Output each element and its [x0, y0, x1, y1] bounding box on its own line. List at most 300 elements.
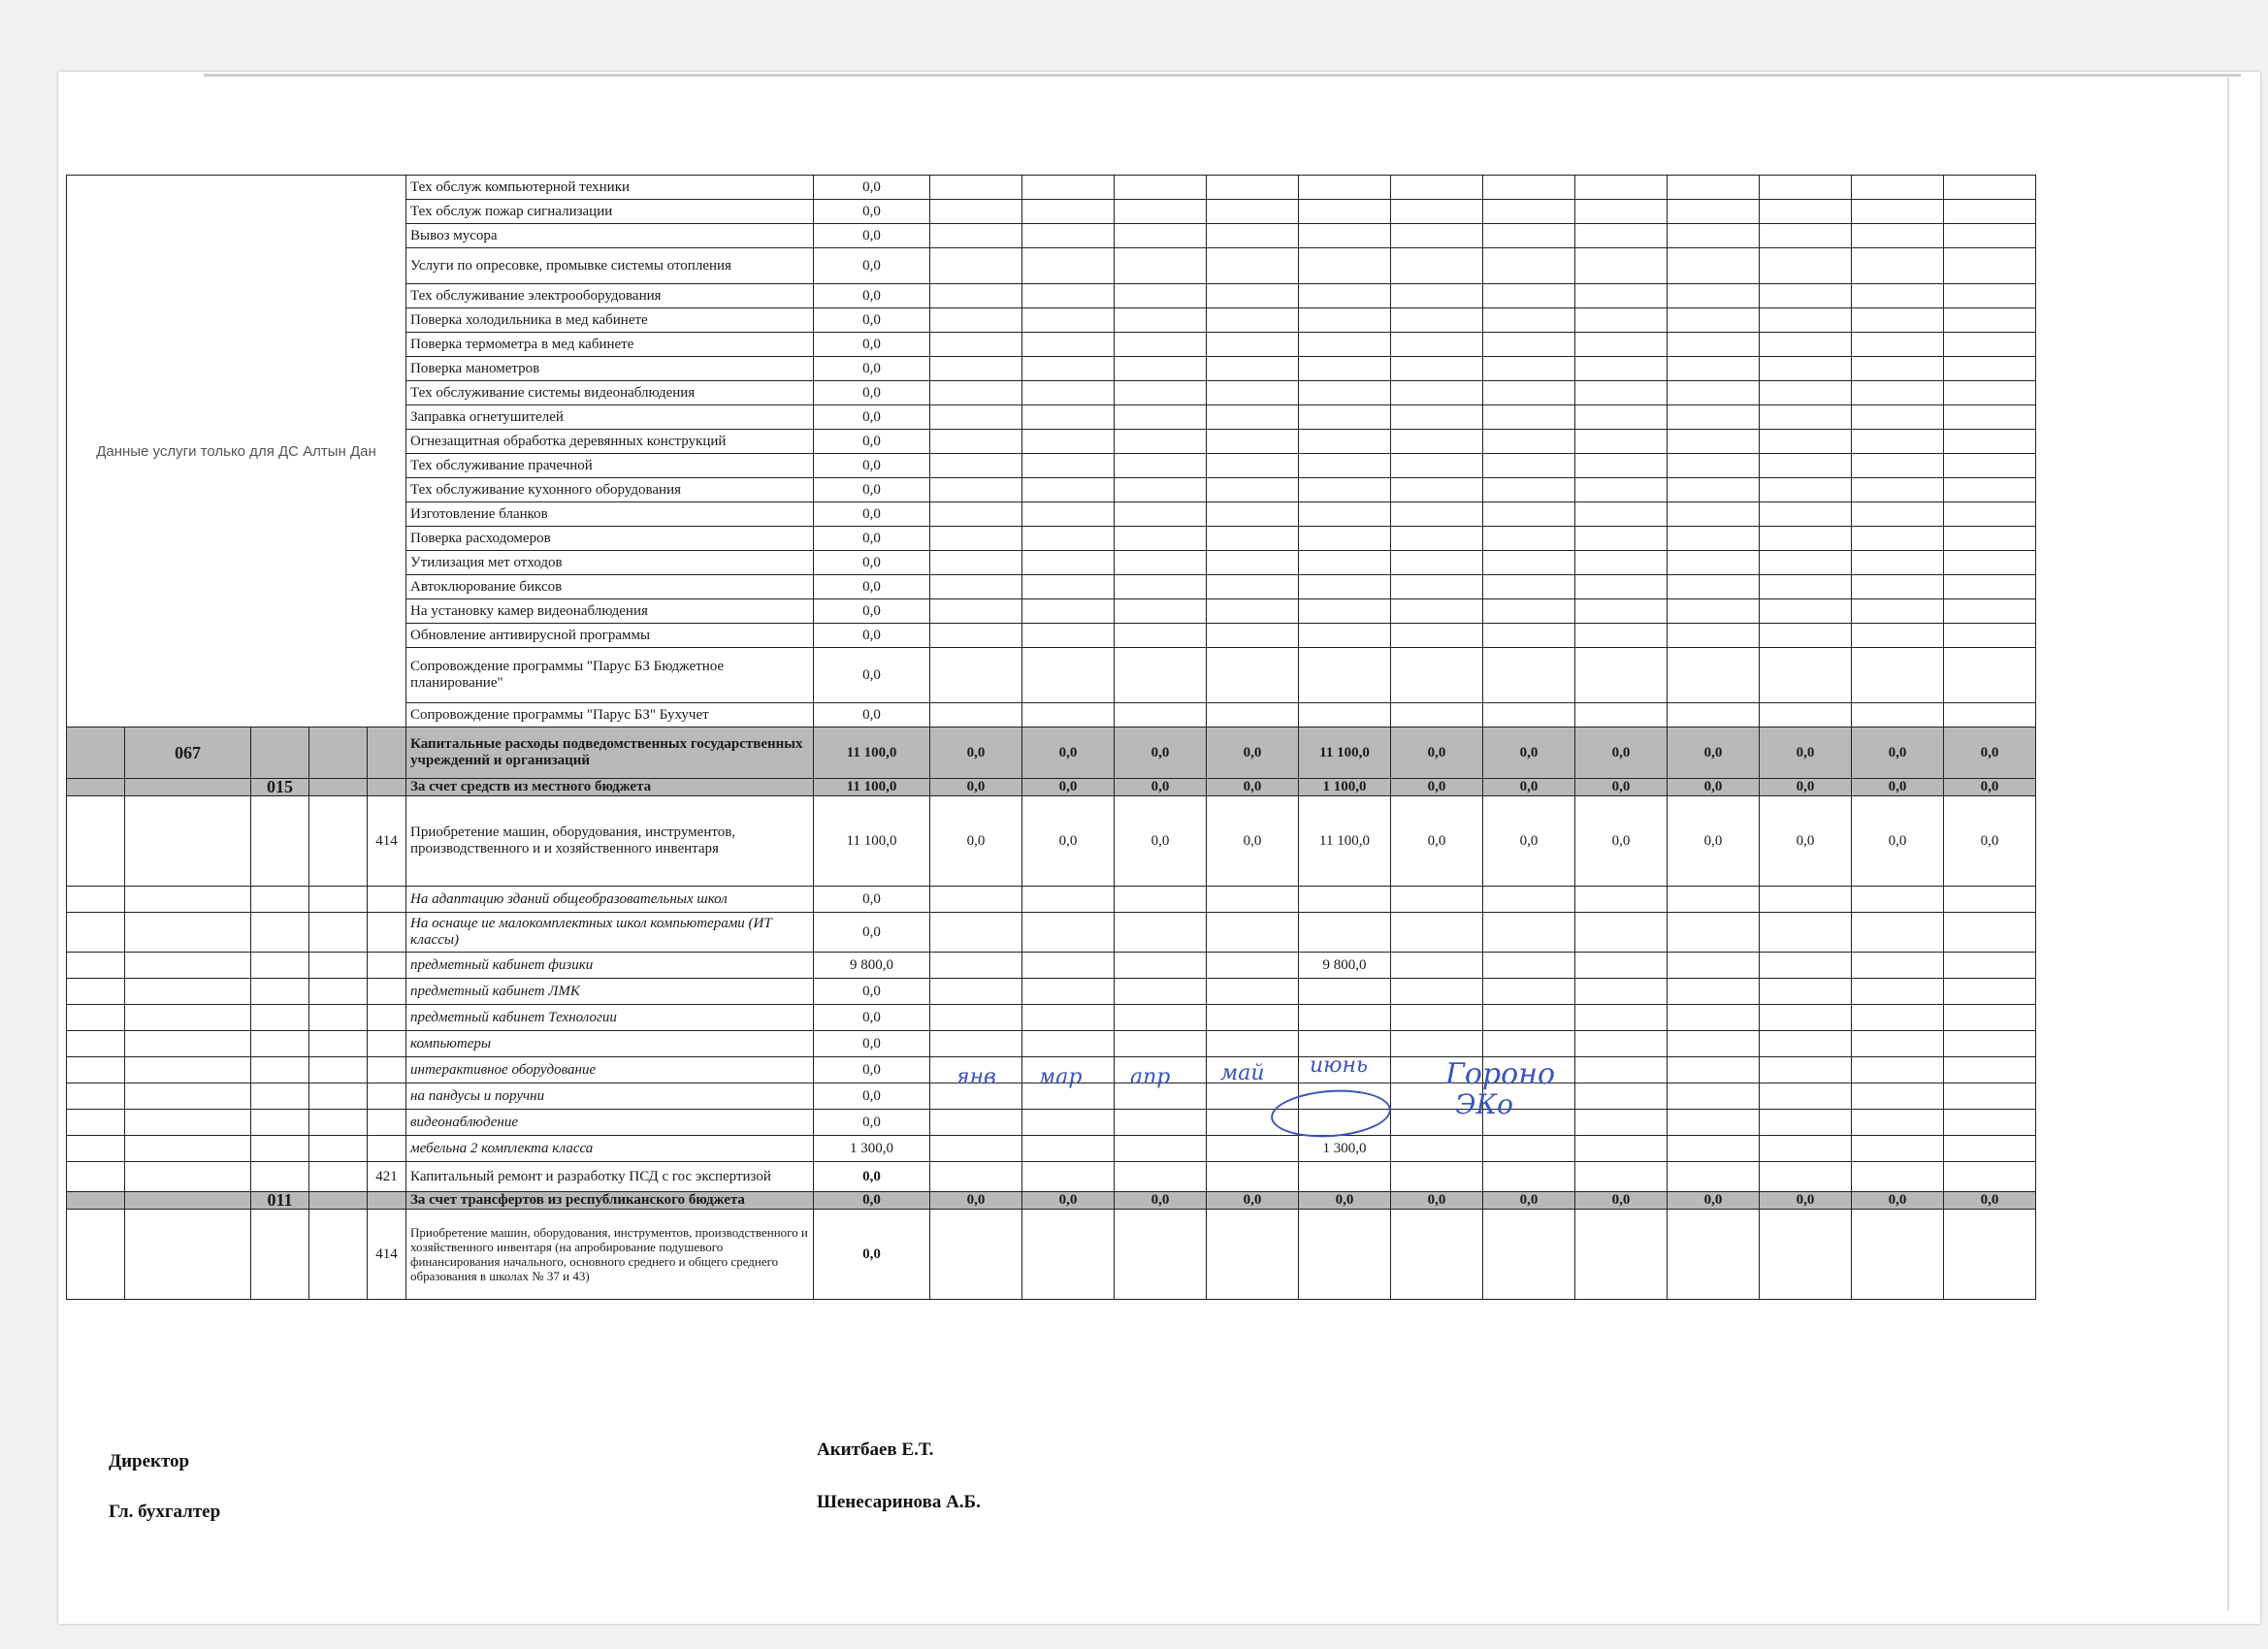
service-value: 0,0 [814, 551, 930, 575]
empty-cell [125, 1083, 251, 1110]
empty-cell [309, 779, 368, 796]
empty-cell [1668, 551, 1760, 575]
repair-code: 421 [368, 1162, 406, 1192]
empty-cell [930, 1162, 1022, 1192]
item-name: мебельна 2 комплекта класса [406, 1136, 814, 1162]
empty-cell [1207, 1210, 1299, 1300]
empty-cell [1207, 648, 1299, 703]
empty-cell [1944, 224, 2036, 248]
empty-cell [1575, 1136, 1668, 1162]
empty-cell [1207, 527, 1299, 551]
empty-cell [1391, 913, 1483, 953]
empty-cell [1760, 551, 1852, 575]
empty-cell [1760, 1110, 1852, 1136]
empty-cell [368, 1110, 406, 1136]
empty-cell [1207, 357, 1299, 381]
empty-cell [1299, 624, 1391, 648]
empty-cell [368, 953, 406, 979]
empty-cell [930, 176, 1022, 200]
empty-cell [1483, 405, 1575, 430]
empty-cell [1668, 176, 1760, 200]
empty-cell [1022, 381, 1115, 405]
empty-cell [1115, 1136, 1207, 1162]
empty-cell [1575, 979, 1668, 1005]
value-cell: 0,0 [1391, 1192, 1483, 1210]
empty-cell [1668, 333, 1760, 357]
empty-cell [1575, 913, 1668, 953]
empty-cell [1299, 1162, 1391, 1192]
empty-cell [1022, 703, 1115, 728]
empty-cell [1115, 308, 1207, 333]
empty-cell [1575, 333, 1668, 357]
value-cell: 11 100,0 [1299, 728, 1391, 779]
item-name: интерактивное оборудование [406, 1057, 814, 1083]
empty-cell [125, 779, 251, 796]
empty-cell [1115, 224, 1207, 248]
empty-cell [1668, 1162, 1760, 1192]
value-cell: 0,0 [1391, 779, 1483, 796]
empty-cell [1299, 176, 1391, 200]
empty-cell [309, 913, 368, 953]
empty-cell [1022, 405, 1115, 430]
service-value: 0,0 [814, 430, 930, 454]
empty-cell [67, 1136, 125, 1162]
value-cell: 0,0 [1115, 1192, 1207, 1210]
empty-cell [1207, 599, 1299, 624]
empty-cell [1668, 1210, 1760, 1300]
empty-cell [1391, 430, 1483, 454]
empty-cell [1483, 648, 1575, 703]
empty-cell [1299, 430, 1391, 454]
empty-cell [1299, 648, 1391, 703]
empty-cell [309, 1192, 368, 1210]
empty-cell [1483, 953, 1575, 979]
service-value: 0,0 [814, 648, 930, 703]
value-cell: 0,0 [1944, 1192, 2036, 1210]
empty-cell [1207, 1005, 1299, 1031]
empty-cell [1022, 599, 1115, 624]
service-name: Тех обслуживание кухонного оборудования [406, 478, 814, 502]
empty-cell [1852, 284, 1944, 308]
service-value: 0,0 [814, 357, 930, 381]
empty-cell [1483, 599, 1575, 624]
empty-cell [251, 953, 309, 979]
empty-cell [1944, 1136, 2036, 1162]
empty-cell [1944, 478, 2036, 502]
empty-cell [1299, 357, 1391, 381]
empty-cell [1852, 1136, 1944, 1162]
empty-cell [1299, 575, 1391, 599]
transfers-row [67, 1192, 2036, 1210]
empty-cell [1575, 551, 1668, 575]
service-value: 0,0 [814, 599, 930, 624]
empty-cell [930, 284, 1022, 308]
empty-cell [1391, 224, 1483, 248]
empty-cell [1115, 527, 1207, 551]
empty-cell [1760, 224, 1852, 248]
empty-cell [1760, 1162, 1852, 1192]
value-cell: 0,0 [1207, 1192, 1299, 1210]
empty-cell [1115, 599, 1207, 624]
empty-cell [1299, 405, 1391, 430]
empty-cell [1022, 1031, 1115, 1057]
equipment-row [67, 796, 2036, 887]
empty-cell [67, 1110, 125, 1136]
empty-cell [1391, 248, 1483, 284]
empty-cell [1668, 1110, 1760, 1136]
service-name: Поверка термометра в мед кабинете [406, 333, 814, 357]
empty-cell [368, 887, 406, 913]
empty-cell [1760, 1136, 1852, 1162]
empty-cell [125, 796, 251, 887]
empty-cell [1391, 624, 1483, 648]
empty-cell [1852, 913, 1944, 953]
empty-cell [930, 357, 1022, 381]
empty-cell [1575, 357, 1668, 381]
item-value: 1 300,0 [814, 1136, 930, 1162]
empty-cell [1944, 1057, 2036, 1083]
empty-cell [309, 796, 368, 887]
local-budget-row-code: 015 [251, 779, 309, 796]
service-name: Автоклюрование биксов [406, 575, 814, 599]
empty-cell [930, 308, 1022, 333]
empty-cell [1575, 224, 1668, 248]
empty-cell [1944, 381, 2036, 405]
empty-cell [1115, 430, 1207, 454]
empty-cell [1207, 703, 1299, 728]
empty-cell [1115, 333, 1207, 357]
empty-cell [1115, 1031, 1207, 1057]
empty-cell [1115, 200, 1207, 224]
value-cell: 11 100,0 [814, 779, 930, 796]
empty-cell [251, 979, 309, 1005]
empty-cell [1022, 176, 1115, 200]
empty-cell [125, 913, 251, 953]
empty-cell [1760, 575, 1852, 599]
empty-cell [1022, 333, 1115, 357]
repair-row [67, 1162, 2036, 1192]
empty-cell [1391, 648, 1483, 703]
empty-cell [251, 1057, 309, 1083]
empty-cell [930, 599, 1022, 624]
empty-cell [67, 953, 125, 979]
empty-cell [1483, 200, 1575, 224]
item-name: предметный кабинет Технологии [406, 1005, 814, 1031]
empty-cell [1483, 284, 1575, 308]
empty-cell [1207, 284, 1299, 308]
service-value: 0,0 [814, 502, 930, 527]
empty-cell [1668, 502, 1760, 527]
empty-cell [1944, 308, 2036, 333]
empty-cell [1668, 454, 1760, 478]
value-cell: 0,0 [1483, 1192, 1575, 1210]
service-name: Тех обслуж пожар сигнализации [406, 200, 814, 224]
empty-cell [930, 405, 1022, 430]
empty-cell [1022, 953, 1115, 979]
empty-cell [309, 1031, 368, 1057]
empty-cell [1575, 502, 1668, 527]
empty-cell [1944, 176, 2036, 200]
empty-cell [67, 1083, 125, 1110]
item-extra-value [1299, 979, 1391, 1005]
empty-cell [1483, 357, 1575, 381]
empty-cell [251, 913, 309, 953]
empty-cell [930, 551, 1022, 575]
empty-cell [251, 1005, 309, 1031]
accountant-title: Гл. бухгалтер [109, 1502, 221, 1522]
empty-cell [1115, 405, 1207, 430]
empty-cell [1207, 953, 1299, 979]
empty-cell [251, 796, 309, 887]
empty-cell [1022, 887, 1115, 913]
empty-cell [1299, 1210, 1391, 1300]
empty-cell [1391, 381, 1483, 405]
empty-cell [1483, 248, 1575, 284]
empty-cell [1852, 454, 1944, 478]
empty-cell [1852, 599, 1944, 624]
empty-cell [309, 1083, 368, 1110]
service-value: 0,0 [814, 333, 930, 357]
empty-cell [1391, 284, 1483, 308]
empty-cell [1760, 527, 1852, 551]
empty-cell [1575, 1057, 1668, 1083]
empty-cell [1115, 1110, 1207, 1136]
empty-cell [1668, 357, 1760, 381]
handwritten-stamp: Гороно [1445, 1057, 1556, 1091]
service-name: На установку камер видеонаблюдения [406, 599, 814, 624]
item-name: предметный кабинет физики [406, 953, 814, 979]
item-value: 0,0 [814, 979, 930, 1005]
empty-cell [930, 478, 1022, 502]
empty-cell [67, 1162, 125, 1192]
empty-cell [1207, 381, 1299, 405]
empty-cell [1022, 624, 1115, 648]
empty-cell [1760, 333, 1852, 357]
value-cell: 0,0 [1944, 779, 2036, 796]
service-name: Изготовление бланков [406, 502, 814, 527]
transfer-item-name: Приобретение машин, оборудования, инструментов, производственного и хозяйственного инвентаря (на апробирование подушевого финансирования начального, основного среднего и общего среднего образования в школах № 37 и 43) [406, 1210, 814, 1300]
value-cell: 0,0 [1115, 728, 1207, 779]
empty-cell [1483, 913, 1575, 953]
empty-cell [1483, 224, 1575, 248]
empty-cell [1115, 176, 1207, 200]
value-cell: 0,0 [1668, 728, 1760, 779]
empty-cell [1760, 703, 1852, 728]
value-cell: 0,0 [814, 1192, 930, 1210]
empty-cell [1760, 502, 1852, 527]
empty-cell [1207, 551, 1299, 575]
empty-cell [1575, 599, 1668, 624]
empty-cell [1668, 284, 1760, 308]
empty-cell [930, 953, 1022, 979]
empty-cell [1944, 624, 2036, 648]
empty-cell [251, 728, 309, 779]
empty-cell [1760, 1005, 1852, 1031]
value-cell: 0,0 [1668, 779, 1760, 796]
section-label: Данные услуги только для ДС Алтын Дан [67, 176, 406, 728]
item-name: видеонаблюдение [406, 1110, 814, 1136]
empty-cell [1760, 887, 1852, 913]
empty-cell [1207, 224, 1299, 248]
empty-cell [1207, 624, 1299, 648]
empty-cell [930, 648, 1022, 703]
empty-cell [930, 887, 1022, 913]
empty-cell [1760, 248, 1852, 284]
list-item [67, 1110, 2036, 1136]
empty-cell [1944, 1210, 2036, 1300]
empty-cell [67, 913, 125, 953]
empty-cell [368, 1005, 406, 1031]
empty-cell [1575, 575, 1668, 599]
empty-cell [930, 430, 1022, 454]
empty-cell [1668, 887, 1760, 913]
empty-cell [1852, 357, 1944, 381]
empty-cell [1944, 200, 2036, 224]
empty-cell [1022, 248, 1115, 284]
empty-cell [1022, 478, 1115, 502]
empty-cell [368, 1192, 406, 1210]
empty-cell [1760, 979, 1852, 1005]
empty-cell [1944, 454, 2036, 478]
empty-cell [309, 979, 368, 1005]
value-cell: 0,0 [930, 779, 1022, 796]
list-item [67, 1005, 2036, 1031]
empty-cell [1391, 551, 1483, 575]
empty-cell [1668, 599, 1760, 624]
empty-cell [309, 953, 368, 979]
empty-cell [1299, 454, 1391, 478]
empty-cell [1022, 454, 1115, 478]
empty-cell [1944, 405, 2036, 430]
empty-cell [1668, 224, 1760, 248]
empty-cell [1391, 599, 1483, 624]
empty-cell [930, 979, 1022, 1005]
empty-cell [1668, 913, 1760, 953]
empty-cell [930, 527, 1022, 551]
empty-cell [1575, 1110, 1668, 1136]
empty-cell [1207, 308, 1299, 333]
empty-cell [1483, 575, 1575, 599]
service-name: Тех обслуживание прачечной [406, 454, 814, 478]
empty-cell [930, 502, 1022, 527]
service-name: Обновление антивирусной программы [406, 624, 814, 648]
empty-cell [1391, 979, 1483, 1005]
empty-cell [1852, 381, 1944, 405]
empty-cell [1944, 979, 2036, 1005]
empty-cell [1022, 284, 1115, 308]
empty-cell [1575, 527, 1668, 551]
empty-cell [1022, 1162, 1115, 1192]
empty-cell [1760, 176, 1852, 200]
empty-cell [930, 333, 1022, 357]
empty-cell [1668, 1031, 1760, 1057]
empty-cell [1852, 551, 1944, 575]
empty-cell [1022, 648, 1115, 703]
list-item [67, 979, 2036, 1005]
empty-cell [1575, 284, 1668, 308]
empty-cell [1668, 527, 1760, 551]
empty-cell [251, 1162, 309, 1192]
empty-cell [1944, 703, 2036, 728]
value-cell: 0,0 [1760, 728, 1852, 779]
empty-cell [1022, 979, 1115, 1005]
empty-cell [1852, 200, 1944, 224]
empty-cell [1852, 1162, 1944, 1192]
empty-cell [1483, 454, 1575, 478]
empty-cell [1483, 333, 1575, 357]
value-cell: 0,0 [1022, 796, 1115, 887]
value-cell: 11 100,0 [1299, 796, 1391, 887]
empty-cell [125, 1192, 251, 1210]
empty-cell [1391, 1162, 1483, 1192]
empty-cell [1207, 405, 1299, 430]
item-name: на пандусы и поручни [406, 1083, 814, 1110]
empty-cell [1668, 478, 1760, 502]
empty-cell [1668, 1136, 1760, 1162]
value-cell: 0,0 [1299, 1192, 1391, 1210]
empty-cell [1760, 454, 1852, 478]
empty-cell [309, 1136, 368, 1162]
value-cell: 0,0 [930, 728, 1022, 779]
empty-cell [1391, 357, 1483, 381]
empty-cell [1115, 248, 1207, 284]
empty-cell [1207, 575, 1299, 599]
empty-cell [930, 624, 1022, 648]
value-cell: 0,0 [1391, 728, 1483, 779]
empty-cell [67, 1005, 125, 1031]
empty-cell [1483, 624, 1575, 648]
empty-cell [930, 913, 1022, 953]
repair-name: Капитальный ремонт и разработку ПСД с гос экспертизой [406, 1162, 814, 1192]
service-name: Сопровождение программы "Парус БЗ" Бухучет [406, 703, 814, 728]
local-budget-row-name: За счет средств из местного бюджета [406, 779, 814, 796]
empty-cell [1022, 430, 1115, 454]
service-value: 0,0 [814, 284, 930, 308]
item-name: предметный кабинет ЛМК [406, 979, 814, 1005]
empty-cell [1115, 502, 1207, 527]
empty-cell [1575, 953, 1668, 979]
empty-cell [1668, 200, 1760, 224]
empty-cell [1115, 913, 1207, 953]
empty-cell [251, 1083, 309, 1110]
item-value: 9 800,0 [814, 953, 930, 979]
empty-cell [1760, 1210, 1852, 1300]
empty-cell [1944, 953, 2036, 979]
service-name: Поверка манометров [406, 357, 814, 381]
empty-cell [1207, 1136, 1299, 1162]
empty-cell [1852, 1057, 1944, 1083]
empty-cell [309, 1162, 368, 1192]
empty-cell [1760, 284, 1852, 308]
empty-cell [1483, 527, 1575, 551]
empty-cell [251, 1031, 309, 1057]
empty-cell [1852, 703, 1944, 728]
empty-cell [1944, 1005, 2036, 1031]
empty-cell [1483, 478, 1575, 502]
empty-cell [368, 913, 406, 953]
empty-cell [1668, 308, 1760, 333]
handwritten-month-1: янв [956, 1065, 996, 1089]
empty-cell [1575, 1162, 1668, 1192]
empty-cell [125, 1136, 251, 1162]
empty-cell [1391, 1005, 1483, 1031]
empty-cell [1115, 284, 1207, 308]
item-value: 0,0 [814, 887, 930, 913]
empty-cell [1299, 551, 1391, 575]
empty-cell [930, 248, 1022, 284]
empty-cell [1575, 648, 1668, 703]
empty-cell [1299, 599, 1391, 624]
